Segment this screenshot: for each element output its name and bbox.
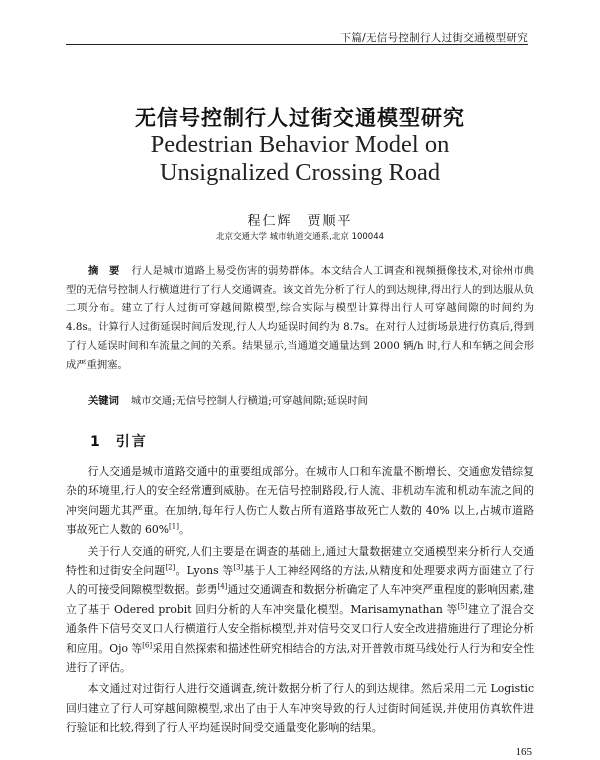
body-text bbox=[66, 462, 534, 740]
header-rule bbox=[66, 44, 528, 45]
paragraph-2-text-e: 建立了混合交通条件下信号交叉口人行横道行人安全指标模型,并对信号交叉口行人安全改进措施进行了理论分析和应用。Ojo 等 bbox=[66, 602, 534, 655]
title-english-line1: Pedestrian Behavior Model on bbox=[150, 131, 450, 158]
author-names: 程仁辉 贾顺平 bbox=[247, 214, 353, 229]
paragraph-1 bbox=[66, 462, 534, 540]
citation: [2] bbox=[165, 563, 176, 572]
keywords-text: 城市交通;无信号控制人行横道;可穿越间隙;延误时间 bbox=[130, 395, 368, 407]
paragraph-3: 本文通过对过街行人进行交通调查,统计数据分析了行人的到达规律。然后采用二元 Logistic 回归建立了行人可穿越间隙模型,求出了由于人车冲突导致的行人过街时间延误,并使用仿真软件进行验证和比较,得到了行人平均延误时间受交通量变化影响的结果。 bbox=[66, 682, 534, 735]
section-title: 引言 bbox=[115, 434, 148, 450]
section-number: 1 bbox=[90, 434, 102, 450]
paragraph-2-text-a: 关于行人交通的研究,人们主要是在调查的基础上,通过大量数据建立交通模型来分析行人交通特性和过街安全问题 bbox=[66, 544, 534, 578]
citation: [5] bbox=[457, 602, 468, 611]
author-affiliation: 北京交通大学 城市轨道交通系,北京 100044 bbox=[215, 232, 385, 242]
citation: [6] bbox=[142, 641, 153, 650]
paragraph-2-text-f: 采用自然探索和描述性研究相结合的方法,对开普敦市斑马线处行人行为和安全性进行了评估。 bbox=[66, 641, 534, 675]
paragraph-2-text-c: 基于人工神经网络的方法,从精度和处理要求两方面建立了行人的可接受间隙模型数据。彭勇 bbox=[66, 564, 534, 597]
citation: [3] bbox=[233, 563, 244, 572]
keywords-label: 关键词 bbox=[88, 395, 119, 407]
paragraph-2-text-d: 通过交通调查和数据分析确定了人车冲突严重程度的影响因素,建立了基于 Odered probit 回归分析的人车冲突量化模型。Marisamynathan 等 bbox=[66, 583, 535, 616]
paragraph-1-end: 。 bbox=[178, 523, 190, 537]
running-head: 下篇/无信号控制行人过街交通模型研究 bbox=[340, 32, 528, 44]
page-number: 165 bbox=[515, 746, 532, 758]
title-english-line2: Unsignalized Crossing Road bbox=[159, 159, 441, 186]
citation: [1] bbox=[169, 522, 179, 531]
keywords bbox=[66, 392, 534, 410]
paragraph-2-text-b: 。Lyons 等 bbox=[175, 564, 234, 578]
abstract bbox=[66, 262, 534, 374]
section-heading bbox=[90, 431, 148, 451]
citation: [4] bbox=[217, 582, 228, 591]
paragraph-1-text: 行人交通是城市道路交通中的重要组成部分。在城市人口和车流量不断增长、交通愈发错综复杂的环境里,行人的安全经常遭到威胁。在无信号控制路段,行人流、非机动车流和机动车流之间的冲突问题尤其严重。在加纳,每年行人伤亡人数占所有道路事故死亡人数的 40% 以上,占城市道路事故死亡人数的 60% bbox=[66, 465, 534, 537]
title-chinese: 无信号控制行人过街交通模型研究 bbox=[135, 106, 465, 130]
abstract-text: 行人是城市道路上易受伤害的弱势群体。本文结合人工调查和视频摄像技术,对徐州市典型的无信号控制人行横道进行了行人交通调查。该文首先分析了行人的到达规律,得出行人的到达服从负二项分布。建立了行人过街可穿越间隙模型,综合实际与模型计算得出行人可穿越间隙的时间约为 4.8s。计算行人过街延误时间后发现,行人人均延误时间约为 8.7s。在对行人过街场景进行仿真后,得到了行人延误时间和车流量之间的关系。结果显示,当通道交通量达到 2000 辆/h 时,行人和车辆之间会形成严重拥塞。 bbox=[66, 265, 535, 371]
abstract-label: 摘 要 bbox=[88, 265, 120, 277]
paragraph-2 bbox=[66, 542, 534, 678]
